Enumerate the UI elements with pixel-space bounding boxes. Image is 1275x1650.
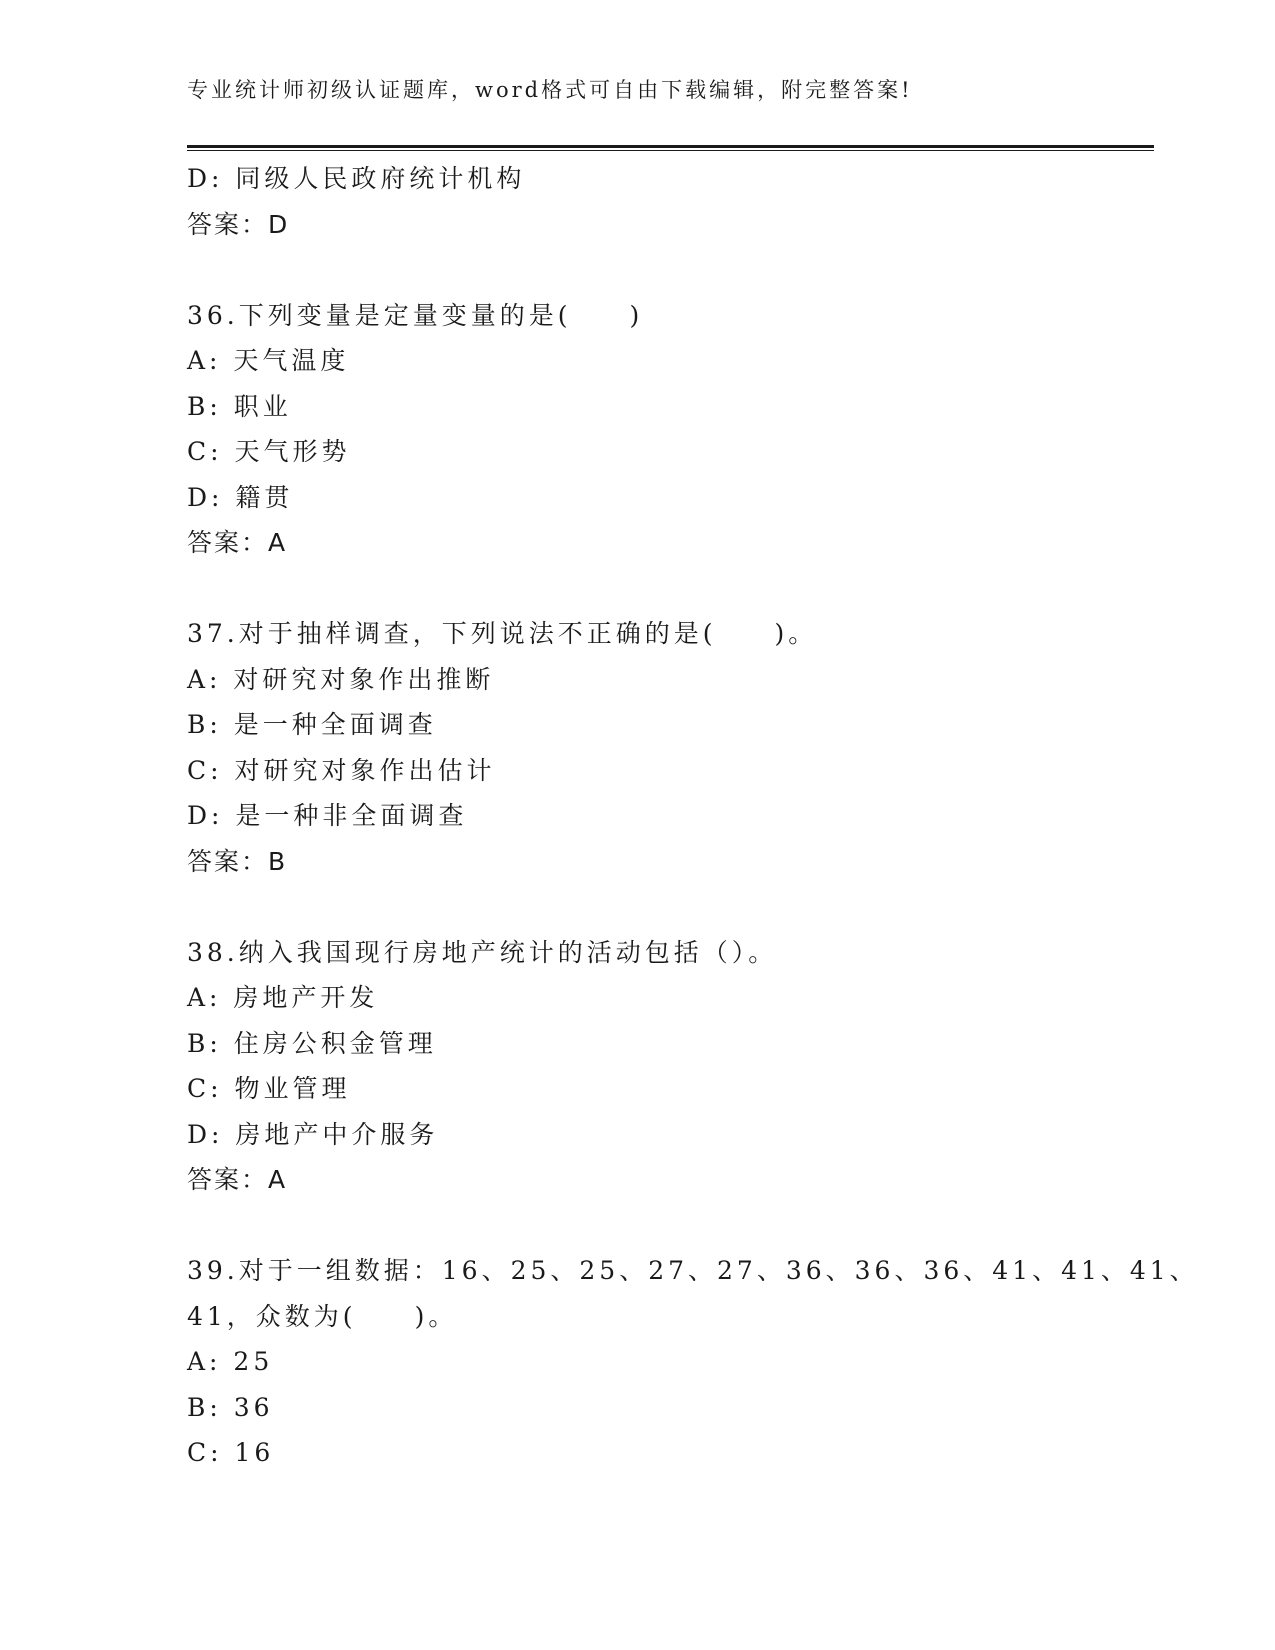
answer-label: 答案：A — [187, 528, 288, 557]
option-d: D: 房地产中介服务 — [187, 1119, 439, 1149]
option-c: C: 对研究对象作出估计 — [187, 755, 496, 785]
spacer — [187, 247, 1154, 293]
question-stem: 36.下列变量是定量变量的是( ) — [187, 300, 644, 330]
question-stem: 37.对于抽样调查，下列说法不正确的是( )。 — [187, 619, 818, 648]
answer-label: 答案：D — [187, 209, 290, 239]
header-rule-thick — [187, 145, 1154, 148]
option-c: C: 16 — [187, 1438, 275, 1467]
option-a: A: 对研究对象作出推断 — [187, 664, 495, 694]
option-d: D: 是一种非全面调查 — [187, 801, 468, 830]
answer-label: 答案：B — [187, 846, 288, 876]
option-b: B: 住房公积金管理 — [187, 1028, 437, 1058]
spacer — [187, 1203, 1154, 1249]
question-content — [187, 156, 1199, 1476]
option-b: B: 职业 — [187, 391, 292, 421]
header-rule-thin — [187, 150, 1154, 151]
answer-label: 答案：A — [187, 1165, 288, 1194]
question-stem-line-1: 39.对于一组数据：16、25、25、27、27、36、36、36、41、41、41、 — [187, 1256, 1199, 1285]
question-stem-line-2: 41，众数为( )。 — [187, 1301, 458, 1331]
spacer — [187, 566, 1154, 612]
option-a: A: 房地产开发 — [187, 983, 379, 1012]
spacer — [187, 884, 1154, 930]
option-b: B: 是一种全面调查 — [187, 710, 437, 739]
option-a: A: 25 — [187, 1347, 274, 1376]
option-c: C: 天气形势 — [187, 437, 351, 466]
question-stem: 38.纳入我国现行房地产统计的活动包括（）。 — [187, 937, 778, 967]
option-b: B: 36 — [187, 1392, 274, 1422]
option-d: D: 籍贯 — [187, 482, 294, 512]
option-a: A: 天气温度 — [187, 346, 350, 375]
page-header-text: 专业统计师初级认证题库，word格式可自由下载编辑，附完整答案! — [187, 78, 913, 102]
option-d: D: 同级人民政府统计机构 — [187, 164, 526, 193]
option-c: C: 物业管理 — [187, 1074, 351, 1103]
